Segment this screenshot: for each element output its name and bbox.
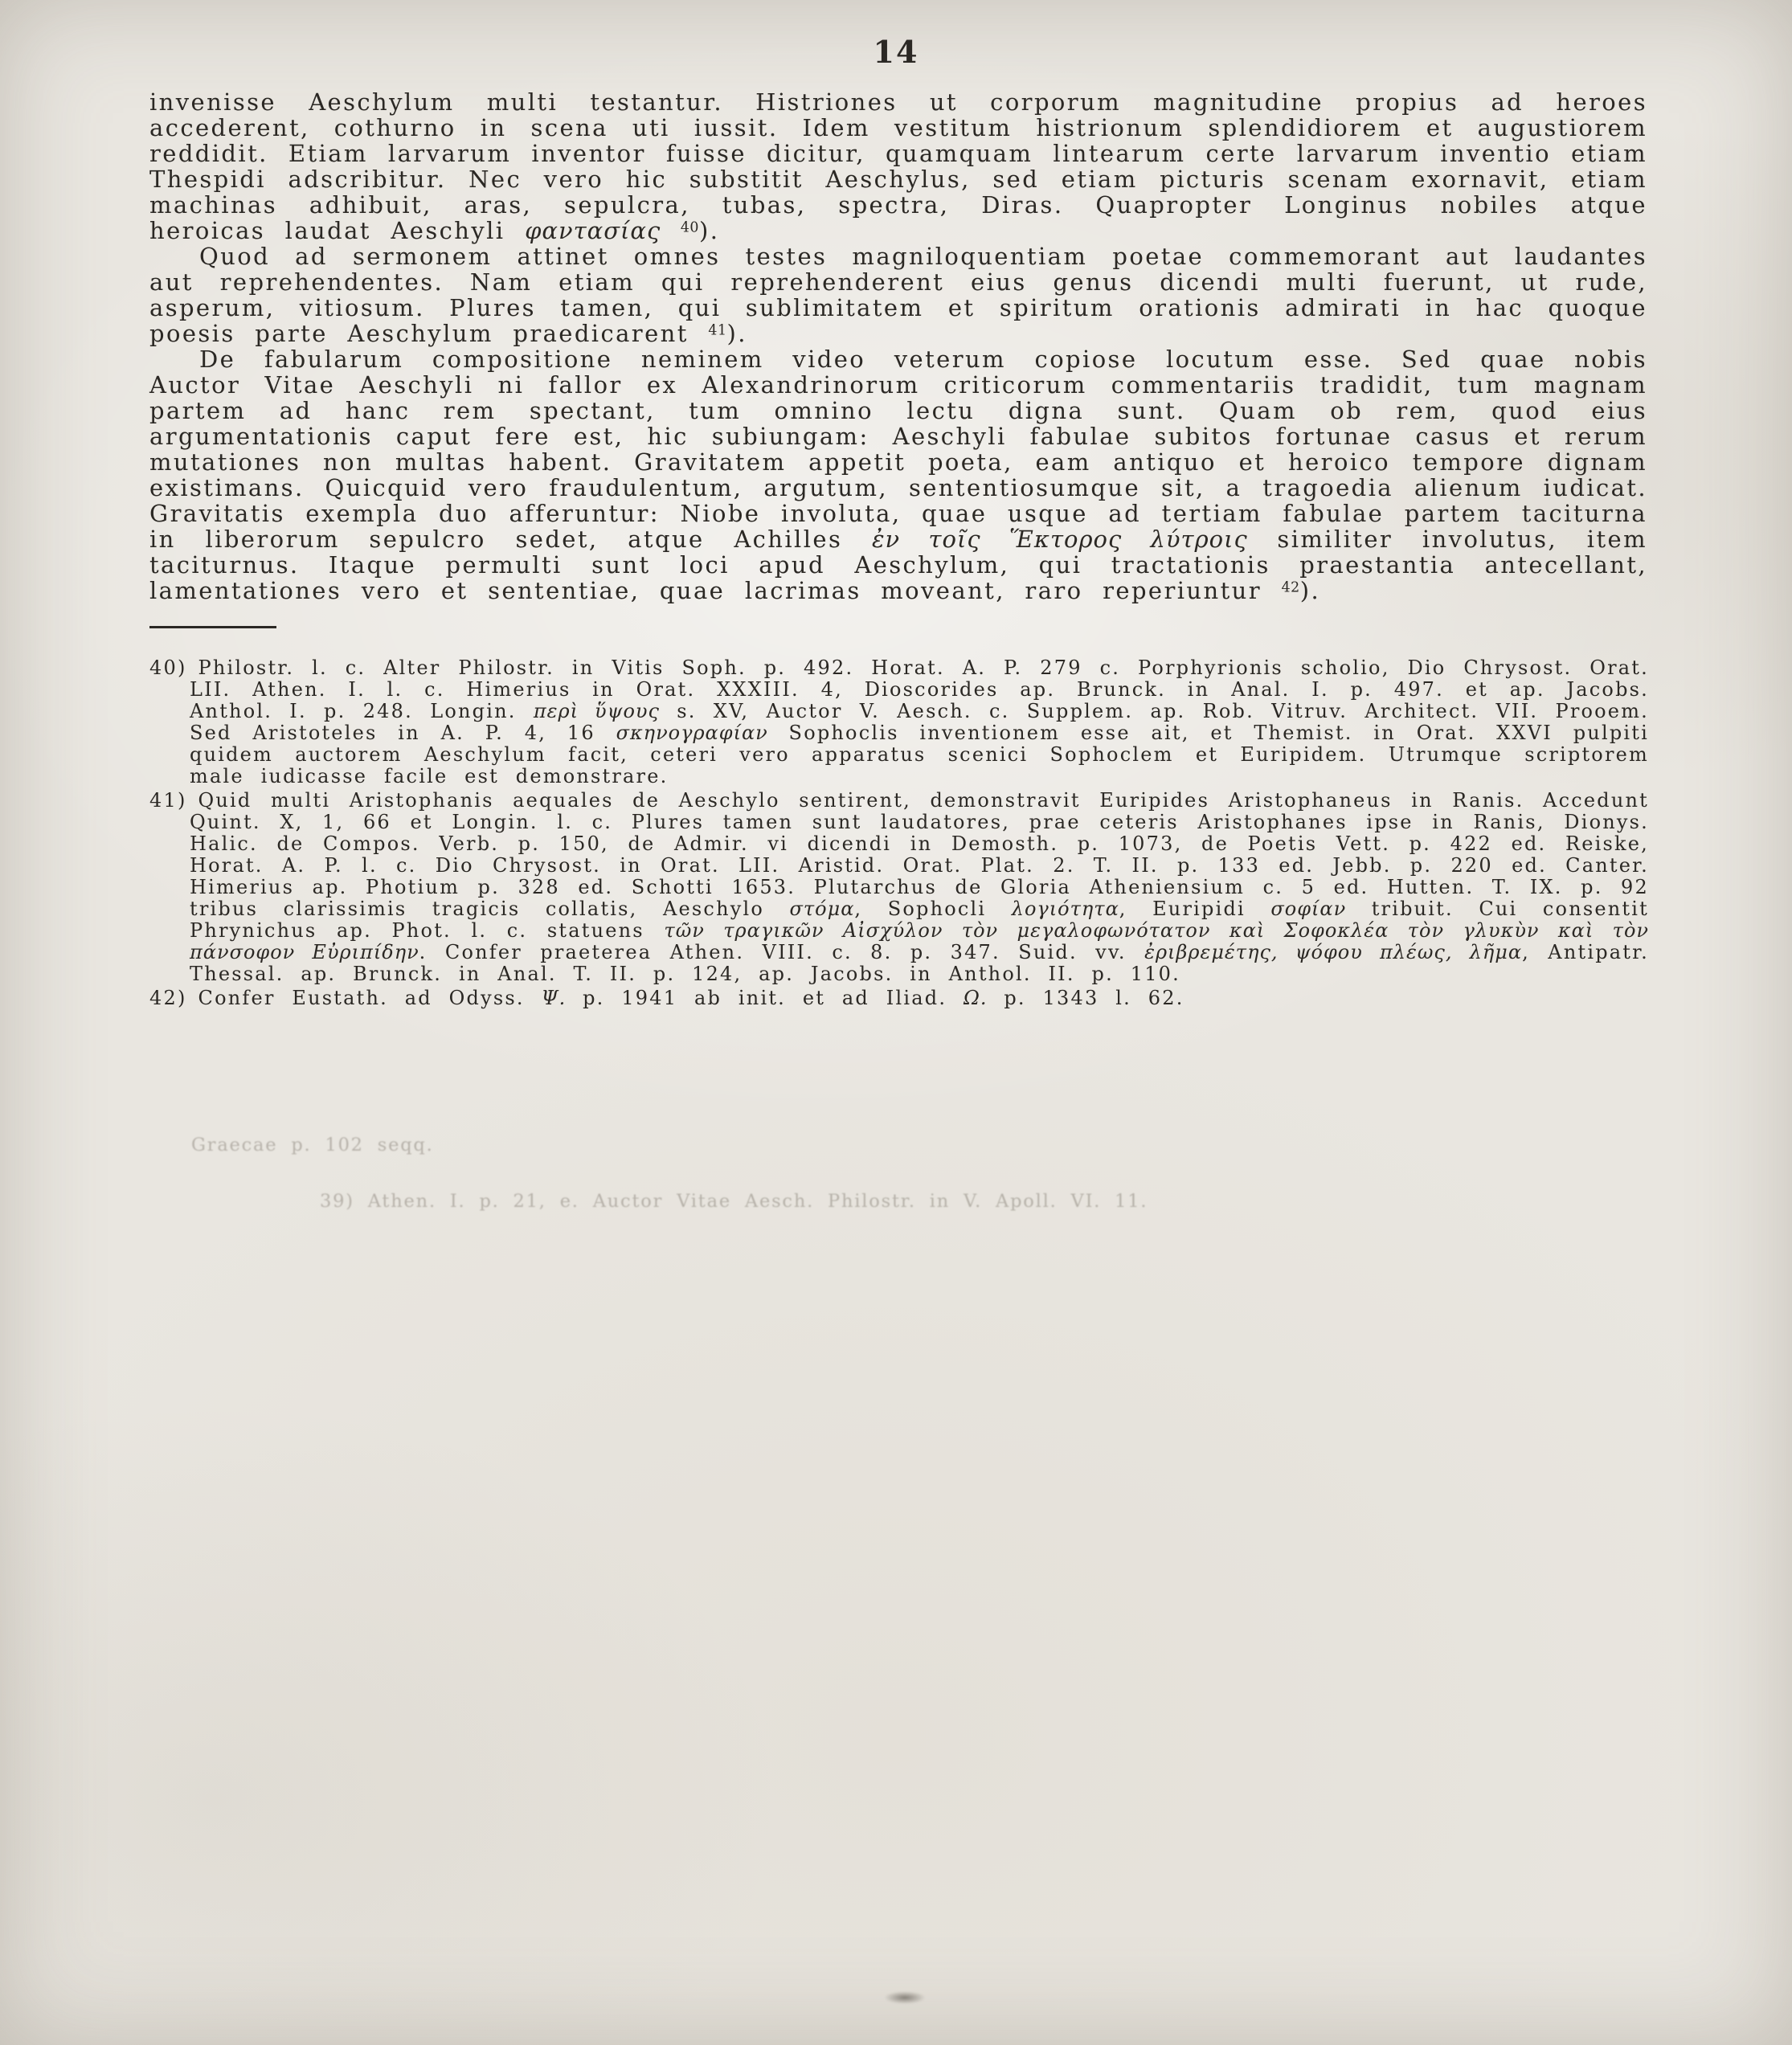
body-paragraph [149,89,1647,243]
greek-phrase: ἐριβρεμέτης, ψόφου πλέως, λῆμα [1144,941,1523,963]
body-text-block [149,89,1647,603]
greek-phrase: ἐν τοῖς Ἕκτορος λύτροις [871,526,1248,553]
text-run: ). [699,217,720,244]
footnote-number: 40) [149,656,187,679]
text-run: , Euripidi [1119,898,1271,920]
text-run: De fabularum compositione neminem video veterum copiose locutum esse. Sed quae nobis Auctor Vitae Aeschyli ni fallor ex Alexandrinorum criticorum commentariis tradidit, tum magnam partem ad hanc rem spectant, tum omnino lectu digna sunt. Quam ob rem, quod eius argumentationis caput fere est, hic subiungam: Aeschyli fabulae subitos fortunae casus et rerum mutationes non multas habent. Gravitatem appetit poeta, eam antiquo et heroico tempore dignam existimans. Quicquid vero fraudulentum, argutum, sententiosumque sit, a tragoedia alienum iudicat. Gravitatis exempla duo afferuntur: Niobe involuta, quae usque ad tertiam fabulae partem taciturna in liberorum sepulcro sedet, atque Achilles [149,346,1647,553]
footnote-number: 41) [149,789,187,812]
text-run: p. 1343 l. 62. [987,987,1184,1009]
text-run: ). [1299,577,1321,604]
text-run: Confer Eustath. ad Odyss. [198,987,542,1009]
text-run: Quid multi Aristophanis aequales de Aeschylo sentirent, demonstravit Euripides Aristophaneus in Ranis. Accedunt Quint. X, 1, 66 et Longin. l. c. Plures tamen sunt laudatores, prae ceteris Aristophanes ipse in Ranis, Dionys. Halic. de Compos. Verb. p. 150, de Admir. vi dicendi in Demosth. p. 1073, de Poetis Vett. p. 422 ed. Reiske, Horat. A. P. l. c. Dio Chrysost. in Orat. LII. Aristid. Orat. Plat. 2. T. II. p. 133 ed. Jebb. p. 220 ed. Canter. Himerius ap. Photium p. 328 ed. Schotti 1653. Plutarchus de Gloria Atheniensium c. 5 ed. Hutten. T. IX. p. 92 tribus clarissimis tragicis collatis, Aeschylo [190,789,1649,920]
greek-phrase: στόμα [789,898,855,920]
text-run: invenisse Aeschylum multi testantur. Histriones ut corporum magnitudine propius ad heroes accederent, cothurno in scena uti iussit. Idem vestitum histrionum splendidiorem et augustiorem reddidit. Etiam larvarum inventor fuisse dicitur, quamquam lintearum certe larvarum inventio etiam Thespidi adscribitur. Nec vero hic substitit Aeschylus, sed etiam picturis scenam exornavit, etiam machinas adhibuit, aras, sepulcra, tubas, spectra, Diras. Quapropter Longinus nobiles atque heroicas laudat Aeschyli [149,88,1647,244]
footnote-ref: 41 [708,322,727,339]
ink-smudge [884,1991,926,2004]
page-number: 14 [873,34,919,70]
footnote-separator [149,626,276,628]
greek-phrase: περὶ ὕψους [533,700,660,722]
text-run: p. 1941 ab init. et ad Iliad. [566,987,964,1009]
text-run: Philostr. l. c. Alter Philostr. in Vitis Soph. p. 492. Horat. A. P. 279 c. Porphyrionis scholio, Dio Chrysost. Orat. LII. Athen. I. l. c. Himerius in Orat. XXXIII. 4, Dioscorides ap. Brunck. in Anal. I. p. 497. et ap. Jacobs. Anthol. I. p. 248. Longin. [190,656,1649,722]
text-run: . Confer praeterea Athen. VIII. c. 8. p. 347. Suid. vv. [419,941,1145,963]
greek-phrase: λογιότητα [1011,898,1119,920]
greek-phrase: Ω. [963,987,988,1009]
body-paragraph [149,243,1647,346]
greek-phrase: σοφίαν [1270,898,1347,920]
footnote-number: 42) [149,987,187,1009]
text-run: Quod ad sermonem attinet omnes testes magniloquentiam poetae commemorant aut laudantes aut reprehendentes. Nam etiam qui reprehenderent eius genus dicendi multi fuerunt, ut rude, asperum, vitiosum. Plures tamen, qui sublimitatem et spiritum orationis admirati in hac quoque poesis parte Aeschylum praedicarent [149,243,1647,347]
footnote [149,657,1649,787]
text-run [661,217,681,244]
text-run: s. XV, Auctor V. Aesch. c. Supplem. ap. Rob. Vitruv. Architect. VII. Prooem. Sed Aristoteles in A. P. 4, 16 [190,700,1649,744]
bleedthrough-line: Graecae p. 102 seqq. [191,1135,434,1155]
footnote-ref: 42 [1281,579,1300,596]
bleedthrough-line: 39) Athen. I. p. 21, e. Auctor Vitae Aesch. Philostr. in V. Apoll. VI. 11. [320,1191,1148,1212]
footnotes-block [149,657,1649,1009]
text-run: , Antipatr. Thessal. ap. Brunck. in Anal. T. II. p. 124, ap. Jacobs. in Anthol. II. p. 110. [190,941,1649,985]
text-run: ). [726,320,747,347]
text-run: Sophoclis inventionem esse ait, et Themist. in Orat. XXVI pulpiti quidem auctorem Aeschylum facit, ceteri vero apparatus scenici Sophoclem et Euripidem. Utrumque scriptorem male iudicasse facile est demonstrare. [190,722,1649,787]
greek-phrase: τῶν τραγικῶν Αἰσχύλον τὸν μεγαλοφωνότατον καὶ Σοφοκλέα τὸν γλυκὺν καὶ τὸν πάνσοφον Εὐριπίδην [190,919,1649,963]
footnote-ref: 40 [680,219,699,236]
greek-phrase: φαντασίας [525,217,661,244]
text-run: similiter involutus, item taciturnus. Itaque permulti sunt loci apud Aeschylum, qui tractationis praestantia antecellant, lamentationes vero et sententiae, quae lacrimas moveant, raro reperiuntur [149,526,1647,604]
text-run: tribuit. Cui consentit Phrynichus ap. Phot. l. c. statuens [190,898,1649,942]
body-paragraph [149,346,1647,603]
footnote [149,988,1649,1009]
greek-phrase: σκηνογραφίαν [616,722,768,744]
footnote [149,790,1649,985]
greek-phrase: Ψ. [541,987,567,1009]
text-run: , Sophocli [854,898,1012,920]
